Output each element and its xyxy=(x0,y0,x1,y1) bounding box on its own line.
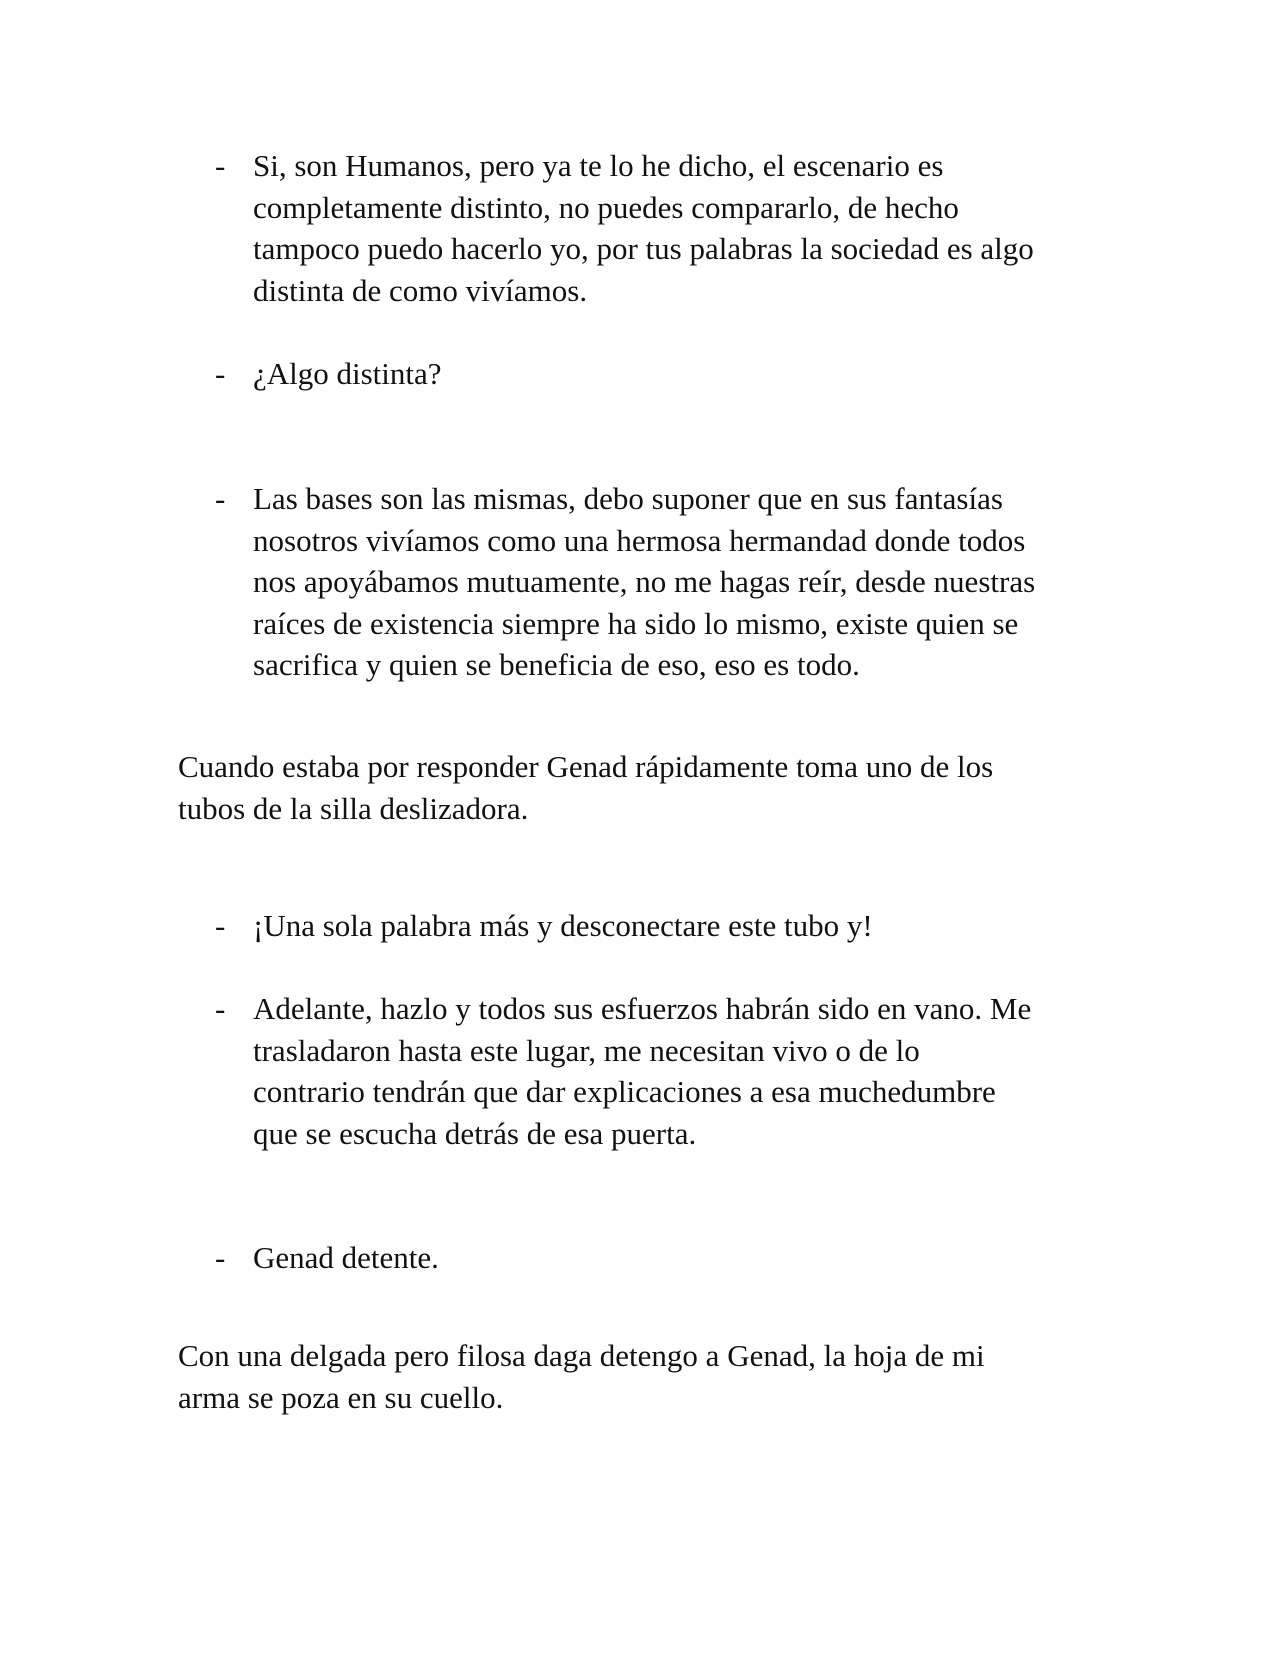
text-line: Con una delgada pero filosa daga detengo a Genad, la hoja de mi xyxy=(178,1338,985,1373)
dialogue-dash: - xyxy=(215,991,226,1026)
dialogue-text xyxy=(253,145,1113,311)
dialogue-dash: - xyxy=(215,1240,226,1275)
text-line: raíces de existencia siempre ha sido lo mismo, existe quien se xyxy=(253,605,1019,641)
text-line: Cuando estaba por responder Genad rápidamente toma uno de los xyxy=(178,749,994,784)
dialogue-text xyxy=(253,905,1113,947)
text-line: sacrifica y quien se beneficia de eso, eso es todo. xyxy=(253,647,860,682)
text-line: trasladaron hasta este lugar, me necesitan vivo o de lo xyxy=(253,1032,920,1068)
text-line: tampoco puedo hacerlo yo, por tus palabras la sociedad es algo xyxy=(253,231,1034,266)
dialogue-dash: - xyxy=(215,148,226,183)
text-line: que se escucha detrás de esa puerta. xyxy=(253,1115,697,1151)
text-line: ¿Algo distinta? xyxy=(253,356,442,391)
dialogue-text xyxy=(253,988,1113,1154)
text-line: arma se poza en su cuello. xyxy=(178,1379,504,1415)
text-line: Genad detente. xyxy=(253,1240,439,1275)
text-line: nos apoyábamos mutuamente, no me hagas reír, desde nuestras xyxy=(253,564,1036,599)
dialogue-text xyxy=(253,1237,1113,1279)
text-line: ¡Una sola palabra más y desconectare este tubo y! xyxy=(253,908,873,943)
text-line: completamente distinto, no puedes compararlo, de hecho xyxy=(253,189,959,225)
dialogue-dash: - xyxy=(215,481,226,516)
text-line: distinta de como vivíamos. xyxy=(253,272,588,308)
text-line: tubos de la silla deslizadora. xyxy=(178,790,529,826)
narration-paragraph xyxy=(178,746,1098,829)
text-line: Las bases son las mismas, debo suponer que en sus fantasías xyxy=(253,481,1003,516)
dialogue-text xyxy=(253,353,1113,395)
dialogue-dash: - xyxy=(215,908,226,943)
text-line: Adelante, hazlo y todos sus esfuerzos habrán sido en vano. Me xyxy=(253,991,1032,1026)
narration-paragraph xyxy=(178,1335,1098,1418)
text-line: contrario tendrán que dar explicaciones a esa muchedumbre xyxy=(253,1074,996,1109)
dialogue-text xyxy=(253,478,1113,686)
text-line: Si, son Humanos, pero ya te lo he dicho, el escenario es xyxy=(253,148,944,183)
dialogue-dash: - xyxy=(215,356,226,391)
text-line: nosotros vivíamos como una hermosa hermandad donde todos xyxy=(253,522,1026,558)
